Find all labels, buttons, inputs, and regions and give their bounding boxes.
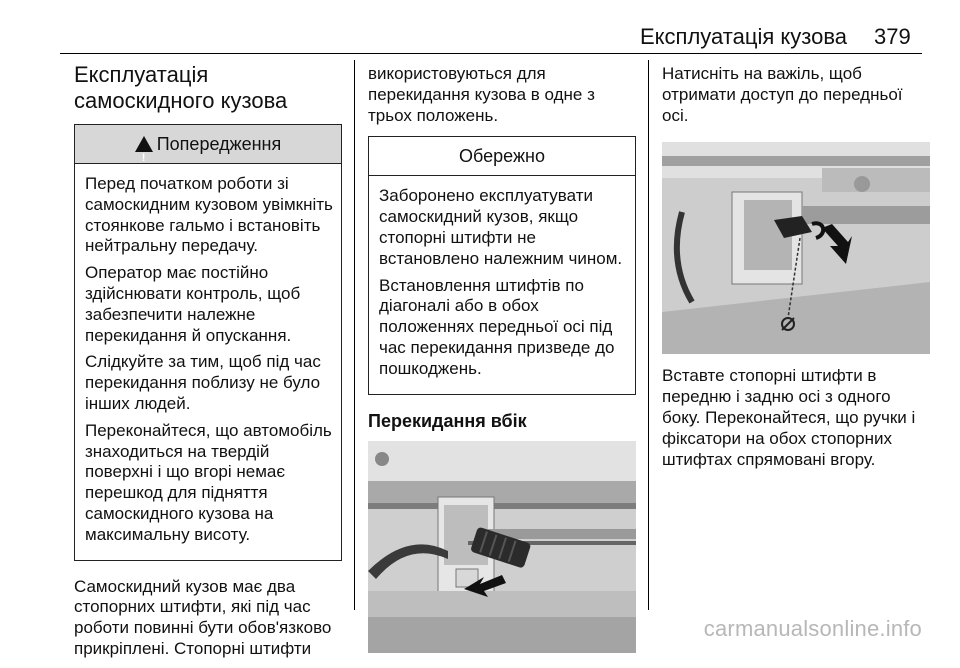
warning-box (74, 124, 342, 561)
header-rule (60, 53, 922, 54)
caution-paragraph: Встановлення штифтів по діагоналі або в обох положеннях передньої осі під час перекидання призведе до пошкоджень. (379, 275, 615, 378)
page-number: 379 (874, 24, 911, 49)
intro-text: Натисніть на важіль, щоб отримати доступ до передньої осі. (662, 64, 903, 125)
section-title-line-2: самоскидного кузова (74, 88, 288, 113)
caution-box (368, 136, 636, 394)
continuation-text: використовуються для перекидання кузова в одне з трьох положень. (368, 64, 595, 125)
column-divider-1 (354, 60, 355, 610)
caution-box-header: Обережно (369, 137, 635, 176)
lever-access-figure (662, 142, 930, 354)
warning-box-header (75, 125, 341, 164)
warning-paragraph: Переконайтеся, що автомобіль знаходиться на твердій поверхні і що вгорі немає перешкод для підняття самоскидного кузова на максимальну висоту. (85, 420, 332, 544)
warning-box-body (75, 164, 341, 560)
column-3 (662, 64, 930, 478)
warning-paragraph: Оператор має постійно здійснювати контроль, щоб забезпечити належне перекидання й опускання. (85, 263, 301, 345)
section-title-line-1: Експлуатація (74, 62, 209, 87)
column-divider-2 (648, 60, 649, 610)
column-2 (368, 64, 636, 653)
header-title: Експлуатація кузова (640, 24, 848, 49)
caution-box-body (369, 176, 635, 393)
caution-paragraph: Заборонено експлуатувати самоскидний кузов, якщо стопорні штифти не встановлено належним чином. (379, 186, 623, 268)
warning-triangle-icon (135, 136, 153, 152)
watermark: carmanualsonline.info (703, 616, 922, 641)
section-title (74, 62, 342, 114)
column-1 (74, 56, 342, 668)
subheading-side-tipping: Перекидання вбік (368, 410, 527, 431)
warning-paragraph: Перед початком роботи зі самоскидним кузовом увімкніть стоянкове гальмо і встановіть нейтральну передачу. (85, 174, 333, 256)
warning-title: Попередження (156, 134, 282, 154)
body-text: Самоскидний кузов має два стопорних штифти, які під час роботи повинні бути обов'язково прикріплені. Стопорні штифти (74, 576, 332, 658)
instruction-text: Вставте стопорні штифти в передню і задню осі з одного боку. Переконайтеся, що ручки і фіксатори на обох стопорних штифтах спрямовані вгору. (662, 366, 916, 469)
warning-paragraph: Слідкуйте за тим, щоб під час перекидання поблизу не було інших людей. (85, 352, 321, 413)
side-tipping-locking-pin-figure (368, 441, 636, 653)
